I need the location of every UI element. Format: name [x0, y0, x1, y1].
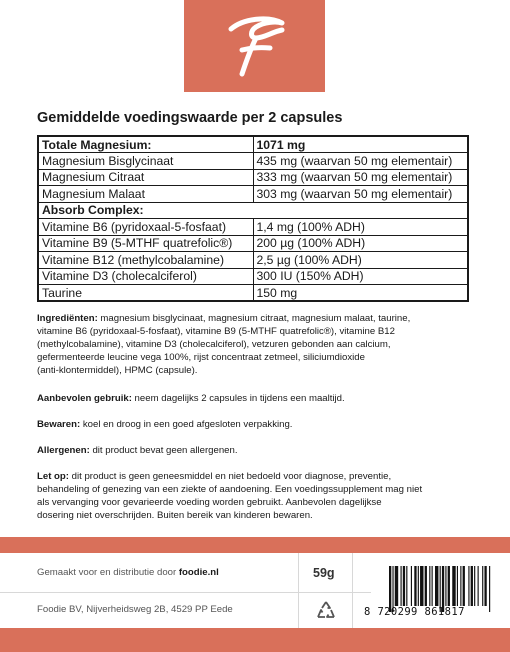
barcode-bar	[395, 566, 398, 606]
allergens-label: Allergenen:	[37, 445, 90, 456]
table-cell: 2,5 µg (100% ADH)	[253, 252, 468, 269]
usage-value: neem dagelijks 2 capsules in tijdens een maaltijd.	[131, 393, 345, 404]
table-row	[38, 153, 468, 170]
table-row	[38, 268, 468, 285]
warning-line: dosering niet overschrijden. Buiten bereik van kinderen bewaren.	[37, 510, 313, 521]
storage-label: Bewaren:	[37, 419, 81, 430]
table-cell: 150 mg	[253, 285, 468, 302]
barcode-bar	[401, 566, 402, 606]
table-cell: 435 mg (waarvan 50 mg elementair)	[253, 153, 468, 170]
recycle-icon	[315, 600, 337, 620]
table-cell: 200 µg (100% ADH)	[253, 235, 468, 252]
barcode-bar	[482, 566, 483, 606]
barcode-bar	[478, 566, 479, 606]
table-row	[38, 186, 468, 203]
table-row	[38, 252, 468, 269]
barcode-bar	[471, 566, 473, 606]
usage-text	[37, 392, 477, 405]
barcode-bar	[429, 566, 430, 606]
warning-label: Let op:	[37, 471, 69, 482]
made-by-label: Gemaakt voor en distributie door	[37, 567, 179, 578]
table-cell: Vitamine B12 (methylcobalamine)	[38, 252, 253, 269]
table-cell: 1,4 mg (100% ADH)	[253, 219, 468, 236]
table-cell: Vitamine B6 (pyridoxaal-5-fosfaat)	[38, 219, 253, 236]
table-cell: Vitamine D3 (cholecalciferol)	[38, 268, 253, 285]
table-cell: Magnesium Citraat	[38, 169, 253, 186]
table-cell: 303 mg (waarvan 50 mg elementair)	[253, 186, 468, 203]
ingredients-line: vitamine B6 (pyridoxaal-5-fosfaat), vitamine B9 (5-MTHF quatrefolic®), vitamine B12	[37, 326, 395, 337]
barcode-bar	[435, 566, 438, 606]
table-section-label: Absorb Complex:	[38, 202, 468, 219]
footer-band-bottom	[0, 628, 510, 652]
warning-line: als vervanging voor gevarieerde voeding worden gebruikt. Aanbevolen dagelijkse	[37, 497, 382, 508]
barcode-bar	[484, 566, 486, 606]
warning-text	[37, 470, 477, 522]
barcode-digits: 8 720299 861817	[364, 606, 465, 618]
footer-divider	[298, 553, 299, 628]
table-row	[38, 235, 468, 252]
footer-divider	[352, 553, 353, 628]
barcode-bar	[448, 566, 450, 606]
warning-line: dit product is geen geneesmiddel en niet bedoeld voor diagnose, preventie,	[68, 471, 392, 482]
foodie-f-logo-icon	[184, 0, 325, 92]
usage-label: Aanbevolen gebruik:	[37, 393, 132, 404]
logo-bar	[184, 0, 325, 92]
table-cell: Magnesium Bisglycinaat	[38, 153, 253, 170]
table-row	[38, 169, 468, 186]
barcode-bar	[425, 566, 427, 606]
table-cell: Vitamine B9 (5-MTHF quatrefolic®)	[38, 235, 253, 252]
barcode-bar	[457, 566, 458, 606]
storage-value: koel en droog in een goed afgesloten verpakking.	[80, 419, 293, 430]
table-row	[38, 136, 468, 153]
nutrition-table	[37, 135, 469, 302]
ingredients-line: magnesium bisglycinaat, magnesium citraat, magnesium malaat, taurine,	[97, 313, 411, 324]
ingredients-line: gefermenteerde leucine vega 100%, rijst concentraat zetmeel, siliciumdioxide	[37, 352, 365, 363]
barcode-bar	[445, 566, 446, 606]
barcode-bar	[432, 566, 433, 606]
made-by-text	[37, 567, 219, 578]
barcode-bar	[463, 566, 465, 606]
ingredients-label: Ingrediënten:	[37, 313, 98, 324]
footer-band-top	[0, 537, 510, 553]
table-cell: Totale Magnesium:	[38, 136, 253, 153]
barcode-bar	[403, 566, 405, 606]
barcode-bar	[474, 566, 475, 606]
table-cell: 333 mg (waarvan 50 mg elementair)	[253, 169, 468, 186]
net-weight: 59g	[313, 566, 335, 580]
barcode-bar	[414, 566, 416, 606]
table-cell: Taurine	[38, 285, 253, 302]
table-section-row	[38, 202, 468, 219]
warning-line: behandeling of genezing van een ziekte of aandoening. Een voedingssupplement mag niet	[37, 484, 423, 495]
allergens-text	[37, 444, 477, 457]
nutrition-title: Gemiddelde voedingswaarde per 2 capsules	[37, 110, 343, 126]
barcode-bar	[420, 566, 423, 606]
allergens-value: dit product bevat geen allergenen.	[89, 445, 238, 456]
barcode-bar	[460, 566, 461, 606]
table-row	[38, 219, 468, 236]
barcode-bar	[418, 566, 419, 606]
table-cell: Magnesium Malaat	[38, 186, 253, 203]
ingredients-line: (methylcobalamine), vitamine D3 (cholecalciferol), vetzuren gebonden aan calcium,	[37, 339, 391, 350]
ingredients-line: (anti-klontermiddel), HPMC (capsule).	[37, 365, 198, 376]
barcode-bar	[489, 566, 490, 612]
table-row	[38, 285, 468, 302]
ingredients-text	[37, 312, 477, 377]
table-cell: 1071 mg	[253, 136, 468, 153]
barcode-bar	[406, 566, 407, 606]
barcode-bar	[411, 566, 412, 606]
address-text: Foodie BV, Nijverheidsweg 2B, 4529 PP Eede	[37, 604, 233, 615]
barcode-bar	[468, 566, 469, 606]
footer-divider	[0, 592, 373, 593]
made-by-brand: foodie.nl	[178, 567, 219, 578]
barcode-bar	[452, 566, 455, 606]
table-cell: 300 IU (150% ADH)	[253, 268, 468, 285]
storage-text	[37, 418, 477, 431]
